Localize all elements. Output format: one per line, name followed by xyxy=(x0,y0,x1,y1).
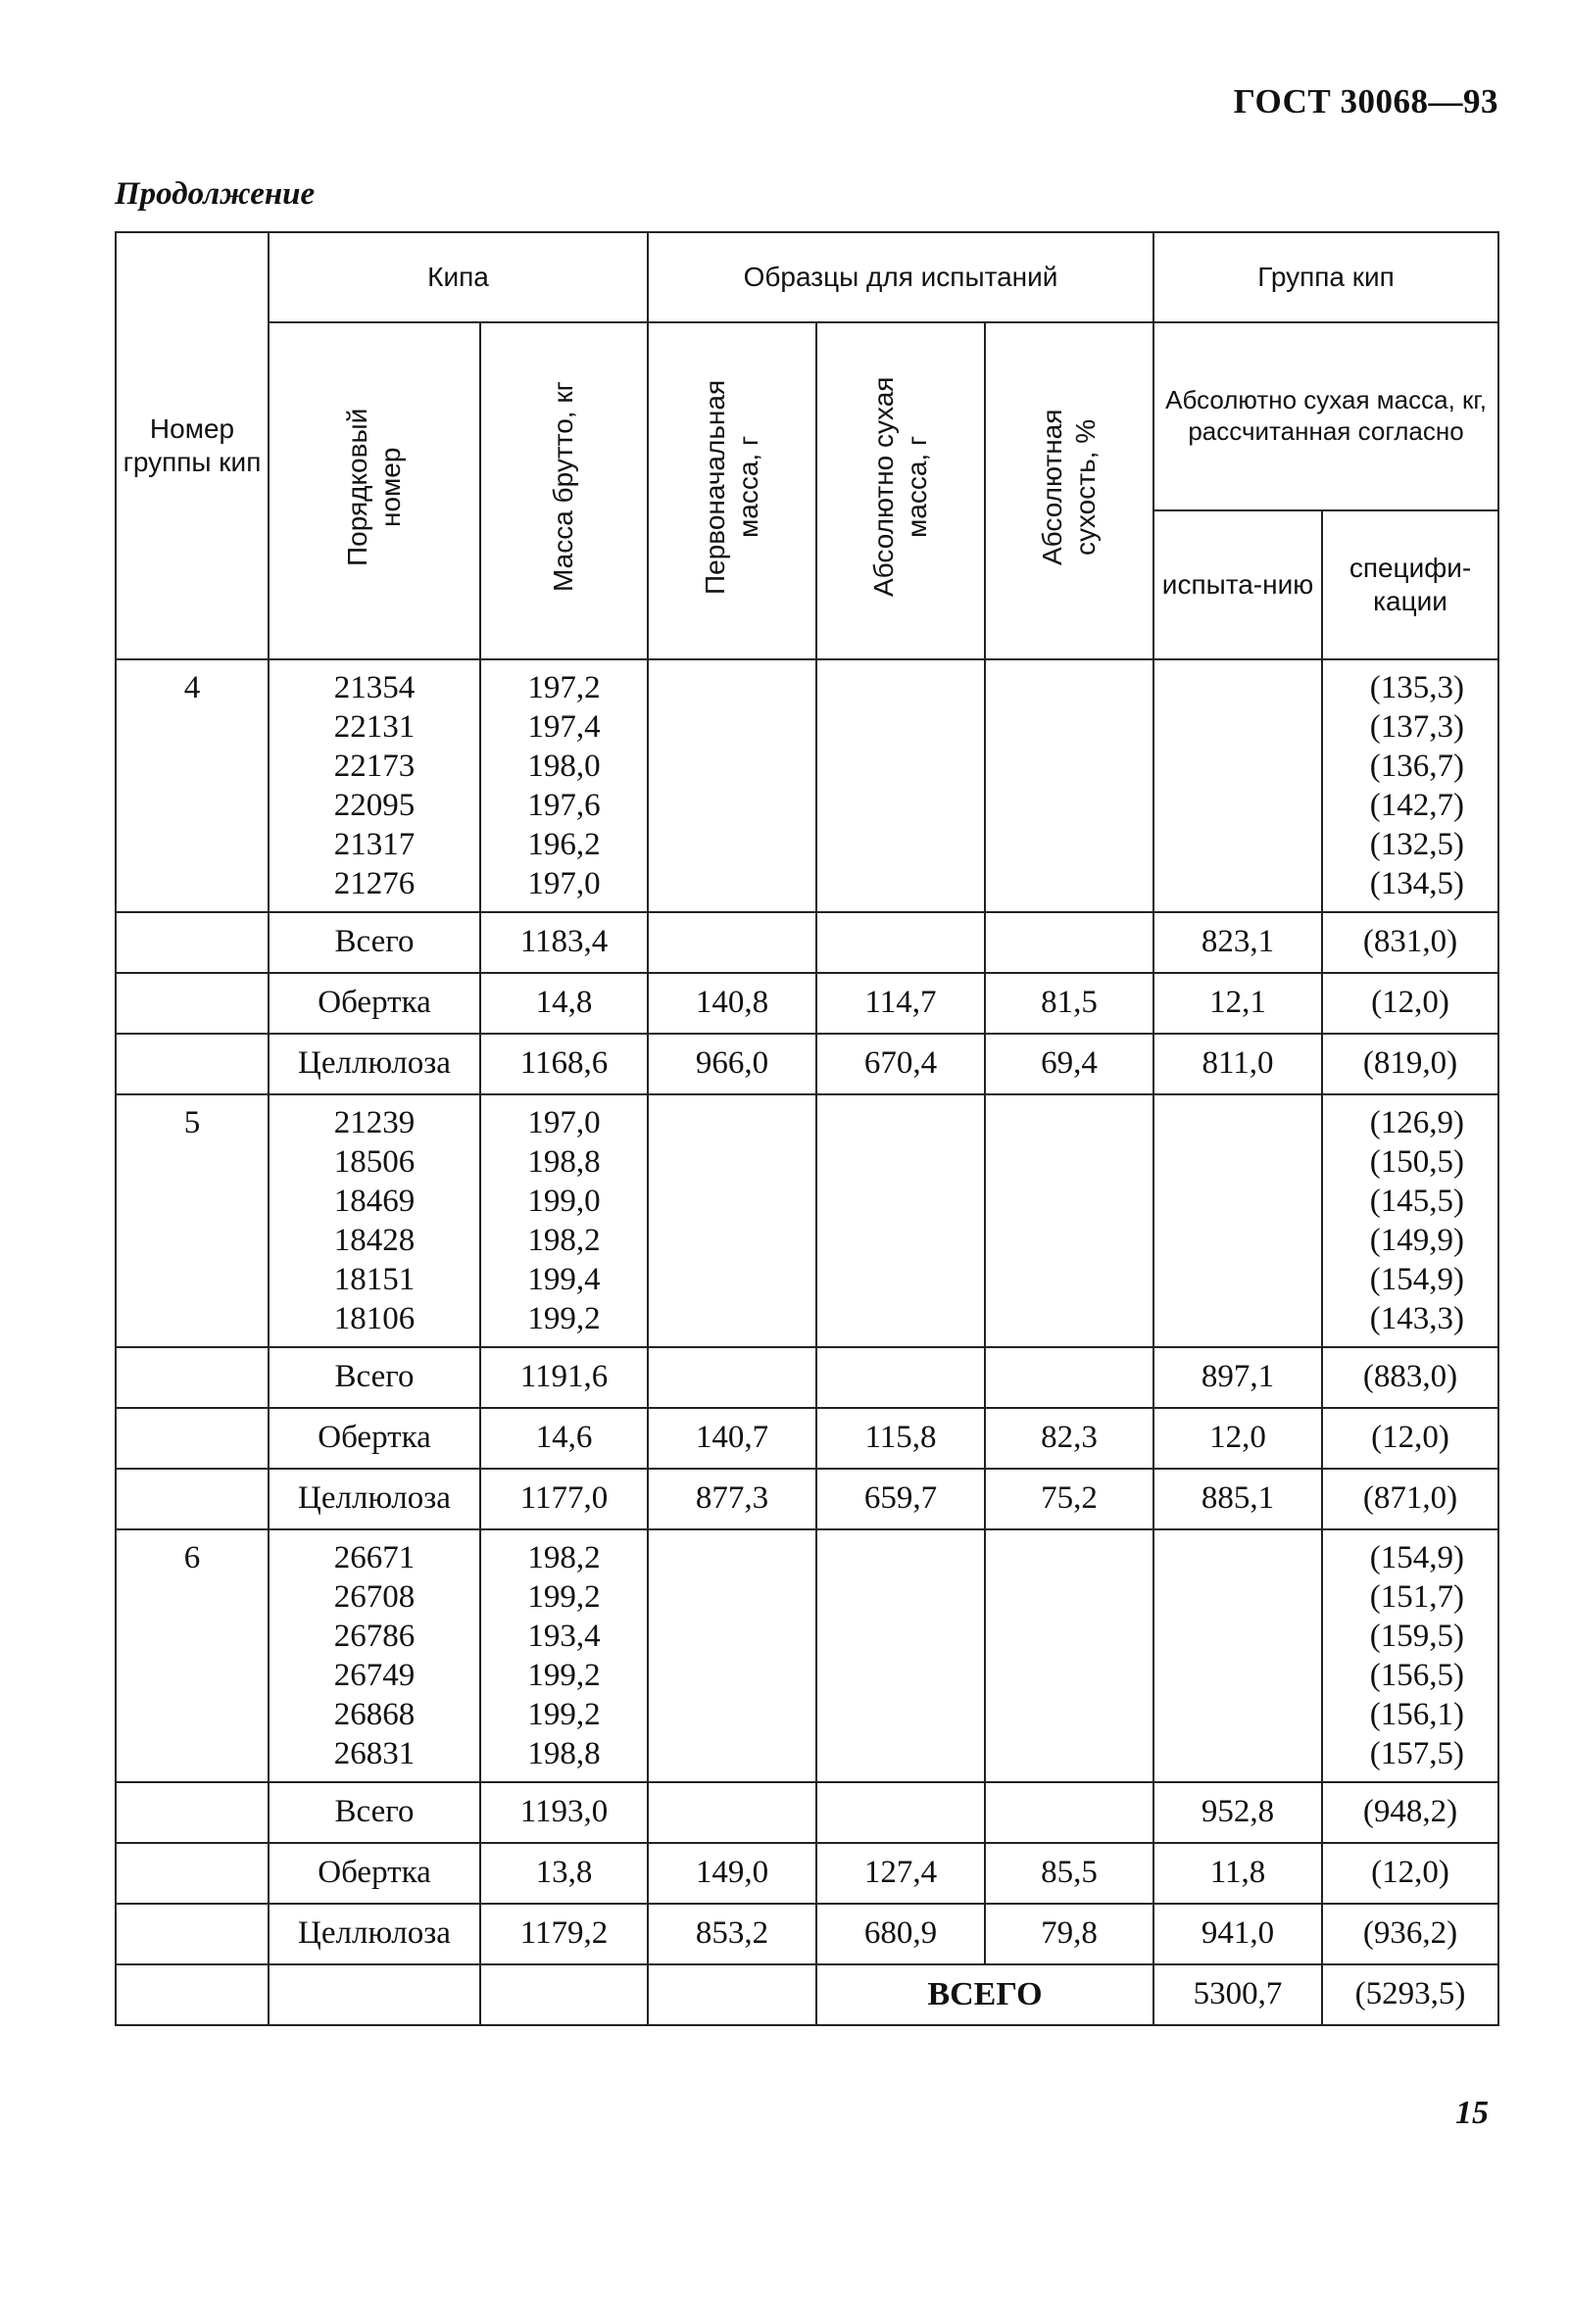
serial-number: 26831 xyxy=(333,1736,416,1771)
header-gross-mass-text: Масса брутто, кг xyxy=(548,381,579,593)
empty-cell xyxy=(116,973,269,1034)
gross-masses xyxy=(480,659,648,912)
grand-total-row xyxy=(116,1964,1498,2025)
gross-mass: 199,2 xyxy=(527,1697,601,1732)
document-header: ГОСТ 30068—93 xyxy=(1233,82,1498,121)
empty-cell xyxy=(116,1904,269,1964)
summary-row xyxy=(116,1347,1498,1408)
summary-row xyxy=(116,1469,1498,1529)
serial-number: 26868 xyxy=(333,1697,416,1732)
spec-mass: (134,5) xyxy=(1369,866,1465,901)
summary-gross: 1168,6 xyxy=(480,1034,648,1094)
gross-mass: 199,2 xyxy=(527,1579,601,1615)
spec-masses xyxy=(1322,1094,1498,1347)
summary-spec: (12,0) xyxy=(1322,973,1498,1034)
empty-cell xyxy=(1153,1529,1322,1782)
serial-number: 26708 xyxy=(333,1579,416,1615)
summary-dry: 680,9 xyxy=(816,1904,985,1964)
summary-initial: 853,2 xyxy=(648,1904,816,1964)
group-number xyxy=(116,1529,269,1782)
summary-dry: 659,7 xyxy=(816,1469,985,1529)
summary-row xyxy=(116,1408,1498,1469)
summary-test: 811,0 xyxy=(1153,1034,1322,1094)
summary-row xyxy=(116,912,1498,973)
serial-number: 18428 xyxy=(333,1223,416,1258)
spec-mass: (151,7) xyxy=(1369,1579,1465,1615)
header-initial-mass xyxy=(648,322,816,659)
empty-cell xyxy=(116,1347,269,1408)
spec-mass: (145,5) xyxy=(1369,1184,1465,1219)
summary-dryness: 85,5 xyxy=(985,1843,1153,1904)
summary-row xyxy=(116,1034,1498,1094)
summary-gross: 1191,6 xyxy=(480,1347,648,1408)
group-number xyxy=(116,659,269,912)
summary-gross: 1183,4 xyxy=(480,912,648,973)
header-bale-group: Группа кип xyxy=(1153,232,1498,322)
spec-mass: (142,7) xyxy=(1369,788,1465,823)
summary-dryness: 81,5 xyxy=(985,973,1153,1034)
serial-number: 26671 xyxy=(333,1540,416,1575)
summary-gross: 1179,2 xyxy=(480,1904,648,1964)
summary-spec: (871,0) xyxy=(1322,1469,1498,1529)
summary-dry xyxy=(816,1347,985,1408)
serial-numbers xyxy=(269,659,480,912)
empty-cell xyxy=(816,1529,985,1782)
summary-dryness xyxy=(985,1782,1153,1843)
summary-label: Всего xyxy=(269,1347,480,1408)
continuation-label: Продолжение xyxy=(115,176,316,212)
summary-test: 941,0 xyxy=(1153,1904,1322,1964)
group-number-value: 4 xyxy=(183,670,201,705)
summary-dryness: 69,4 xyxy=(985,1034,1153,1094)
summary-label: Обертка xyxy=(269,1843,480,1904)
summary-row xyxy=(116,1843,1498,1904)
gross-mass: 197,6 xyxy=(527,788,601,823)
header-by-test: испыта-нию xyxy=(1153,510,1322,659)
summary-label: Всего xyxy=(269,1782,480,1843)
serial-number: 21317 xyxy=(333,827,416,862)
empty-cell xyxy=(648,1964,816,2025)
empty-cell xyxy=(116,1843,269,1904)
spec-mass: (143,3) xyxy=(1369,1301,1465,1336)
gross-mass: 196,2 xyxy=(527,827,601,862)
serial-number: 21354 xyxy=(333,670,416,705)
summary-gross: 1193,0 xyxy=(480,1782,648,1843)
summary-initial xyxy=(648,912,816,973)
header-abs-dry-calc: Абсолютно сухая масса, кг, рассчитанная согласно xyxy=(1153,322,1498,510)
summary-test: 823,1 xyxy=(1153,912,1322,973)
gross-mass: 198,0 xyxy=(527,749,601,784)
summary-gross: 14,8 xyxy=(480,973,648,1034)
header-group-number: Номер группы кип xyxy=(116,232,269,659)
serial-number: 18506 xyxy=(333,1144,416,1180)
gross-masses xyxy=(480,1529,648,1782)
summary-spec: (831,0) xyxy=(1322,912,1498,973)
summary-dryness xyxy=(985,912,1153,973)
empty-cell xyxy=(985,1094,1153,1347)
summary-spec: (12,0) xyxy=(1322,1408,1498,1469)
serial-number: 21239 xyxy=(333,1105,416,1140)
summary-spec: (883,0) xyxy=(1322,1347,1498,1408)
spec-mass: (136,7) xyxy=(1369,749,1465,784)
summary-spec: (948,2) xyxy=(1322,1782,1498,1843)
summary-label: Целлюлоза xyxy=(269,1469,480,1529)
summary-label: Обертка xyxy=(269,973,480,1034)
empty-cell xyxy=(116,1469,269,1529)
serial-number: 18469 xyxy=(333,1184,416,1219)
gross-masses xyxy=(480,1094,648,1347)
page-number: 15 xyxy=(1455,2095,1489,2131)
header-abs-dry-mass-text: Абсолютно сухая масса, г xyxy=(867,376,932,598)
summary-dryness: 75,2 xyxy=(985,1469,1153,1529)
grand-total-spec: (5293,5) xyxy=(1322,1964,1498,2025)
serial-number: 22173 xyxy=(333,749,416,784)
serial-number: 22095 xyxy=(333,788,416,823)
header-serial-number xyxy=(269,322,480,659)
group-bales-row xyxy=(116,1529,1498,1782)
summary-dryness: 79,8 xyxy=(985,1904,1153,1964)
spec-mass: (137,3) xyxy=(1369,709,1465,745)
summary-spec: (936,2) xyxy=(1322,1904,1498,1964)
group-number-value: 5 xyxy=(183,1105,201,1140)
summary-initial: 877,3 xyxy=(648,1469,816,1529)
spec-mass: (156,1) xyxy=(1369,1697,1465,1732)
spec-mass: (150,5) xyxy=(1369,1144,1465,1180)
header-bale: Кипа xyxy=(269,232,648,322)
header-initial-mass-text: Первоначальная масса, г xyxy=(699,379,763,595)
spec-mass: (156,5) xyxy=(1369,1658,1465,1693)
summary-dryness xyxy=(985,1347,1153,1408)
summary-dry xyxy=(816,912,985,973)
summary-dry xyxy=(816,1782,985,1843)
empty-cell xyxy=(116,1408,269,1469)
header-samples: Образцы для испытаний xyxy=(648,232,1153,322)
summary-spec: (819,0) xyxy=(1322,1034,1498,1094)
empty-cell xyxy=(648,659,816,912)
gross-mass: 199,2 xyxy=(527,1301,601,1336)
summary-test: 885,1 xyxy=(1153,1469,1322,1529)
spec-masses xyxy=(1322,659,1498,912)
empty-cell xyxy=(1153,1094,1322,1347)
summary-initial: 149,0 xyxy=(648,1843,816,1904)
gross-mass: 199,4 xyxy=(527,1262,601,1297)
serial-number: 18151 xyxy=(333,1262,416,1297)
header-by-spec: специфи-кации xyxy=(1322,510,1498,659)
empty-cell xyxy=(816,1094,985,1347)
empty-cell xyxy=(985,659,1153,912)
summary-dry: 114,7 xyxy=(816,973,985,1034)
gross-mass: 198,8 xyxy=(527,1736,601,1771)
summary-gross: 13,8 xyxy=(480,1843,648,1904)
serial-numbers xyxy=(269,1094,480,1347)
summary-label: Всего xyxy=(269,912,480,973)
gross-mass: 197,0 xyxy=(527,866,601,901)
spec-mass: (135,3) xyxy=(1369,670,1465,705)
header-abs-dryness-text: Абсолютная сухость, % xyxy=(1036,409,1101,565)
gross-mass: 193,4 xyxy=(527,1619,601,1654)
gross-mass: 197,0 xyxy=(527,1105,601,1140)
summary-test: 12,1 xyxy=(1153,973,1322,1034)
gross-mass: 198,8 xyxy=(527,1144,601,1180)
empty-cell xyxy=(116,1782,269,1843)
spec-mass: (154,9) xyxy=(1369,1262,1465,1297)
group-bales-row xyxy=(116,659,1498,912)
spec-mass: (132,5) xyxy=(1369,827,1465,862)
summary-test: 897,1 xyxy=(1153,1347,1322,1408)
summary-row xyxy=(116,1782,1498,1843)
bale-mass-table xyxy=(115,231,1499,2026)
empty-cell xyxy=(116,1034,269,1094)
grand-total-label: ВСЕГО xyxy=(816,1964,1153,2025)
summary-label: Целлюлоза xyxy=(269,1034,480,1094)
empty-cell xyxy=(116,912,269,973)
header-serial-number-text: Порядковый номер xyxy=(341,408,406,566)
spec-mass: (159,5) xyxy=(1369,1619,1465,1654)
summary-gross: 1177,0 xyxy=(480,1469,648,1529)
gross-mass: 198,2 xyxy=(527,1540,601,1575)
summary-dry: 127,4 xyxy=(816,1843,985,1904)
summary-dry: 670,4 xyxy=(816,1034,985,1094)
serial-numbers xyxy=(269,1529,480,1782)
header-abs-dryness xyxy=(985,322,1153,659)
gross-mass: 197,2 xyxy=(527,670,601,705)
summary-row xyxy=(116,973,1498,1034)
summary-dry: 115,8 xyxy=(816,1408,985,1469)
empty-cell xyxy=(648,1529,816,1782)
summary-gross: 14,6 xyxy=(480,1408,648,1469)
gross-mass: 198,2 xyxy=(527,1223,601,1258)
gross-mass: 199,2 xyxy=(527,1658,601,1693)
serial-number: 26749 xyxy=(333,1658,416,1693)
empty-cell xyxy=(480,1964,648,2025)
spec-mass: (157,5) xyxy=(1369,1736,1465,1771)
summary-initial xyxy=(648,1347,816,1408)
summary-label: Целлюлоза xyxy=(269,1904,480,1964)
spec-masses xyxy=(1322,1529,1498,1782)
empty-cell xyxy=(269,1964,480,2025)
summary-dryness: 82,3 xyxy=(985,1408,1153,1469)
summary-initial: 140,8 xyxy=(648,973,816,1034)
serial-number: 18106 xyxy=(333,1301,416,1336)
empty-cell xyxy=(1153,659,1322,912)
summary-initial xyxy=(648,1782,816,1843)
gross-mass: 199,0 xyxy=(527,1184,601,1219)
empty-cell xyxy=(648,1094,816,1347)
summary-label: Обертка xyxy=(269,1408,480,1469)
summary-row xyxy=(116,1904,1498,1964)
spec-mass: (154,9) xyxy=(1369,1540,1465,1575)
summary-spec: (12,0) xyxy=(1322,1843,1498,1904)
spec-mass: (126,9) xyxy=(1369,1105,1465,1140)
empty-cell xyxy=(816,659,985,912)
spec-mass: (149,9) xyxy=(1369,1223,1465,1258)
group-number-value: 6 xyxy=(183,1540,201,1575)
empty-cell xyxy=(116,1964,269,2025)
header-abs-dry-mass xyxy=(816,322,985,659)
grand-total-test: 5300,7 xyxy=(1153,1964,1322,2025)
summary-initial: 140,7 xyxy=(648,1408,816,1469)
group-bales-row xyxy=(116,1094,1498,1347)
serial-number: 21276 xyxy=(333,866,416,901)
gross-mass: 197,4 xyxy=(527,709,601,745)
header-gross-mass xyxy=(480,322,648,659)
group-number xyxy=(116,1094,269,1347)
summary-test: 11,8 xyxy=(1153,1843,1322,1904)
serial-number: 22131 xyxy=(333,709,416,745)
summary-test: 952,8 xyxy=(1153,1782,1322,1843)
summary-test: 12,0 xyxy=(1153,1408,1322,1469)
serial-number: 26786 xyxy=(333,1619,416,1654)
summary-initial: 966,0 xyxy=(648,1034,816,1094)
empty-cell xyxy=(985,1529,1153,1782)
